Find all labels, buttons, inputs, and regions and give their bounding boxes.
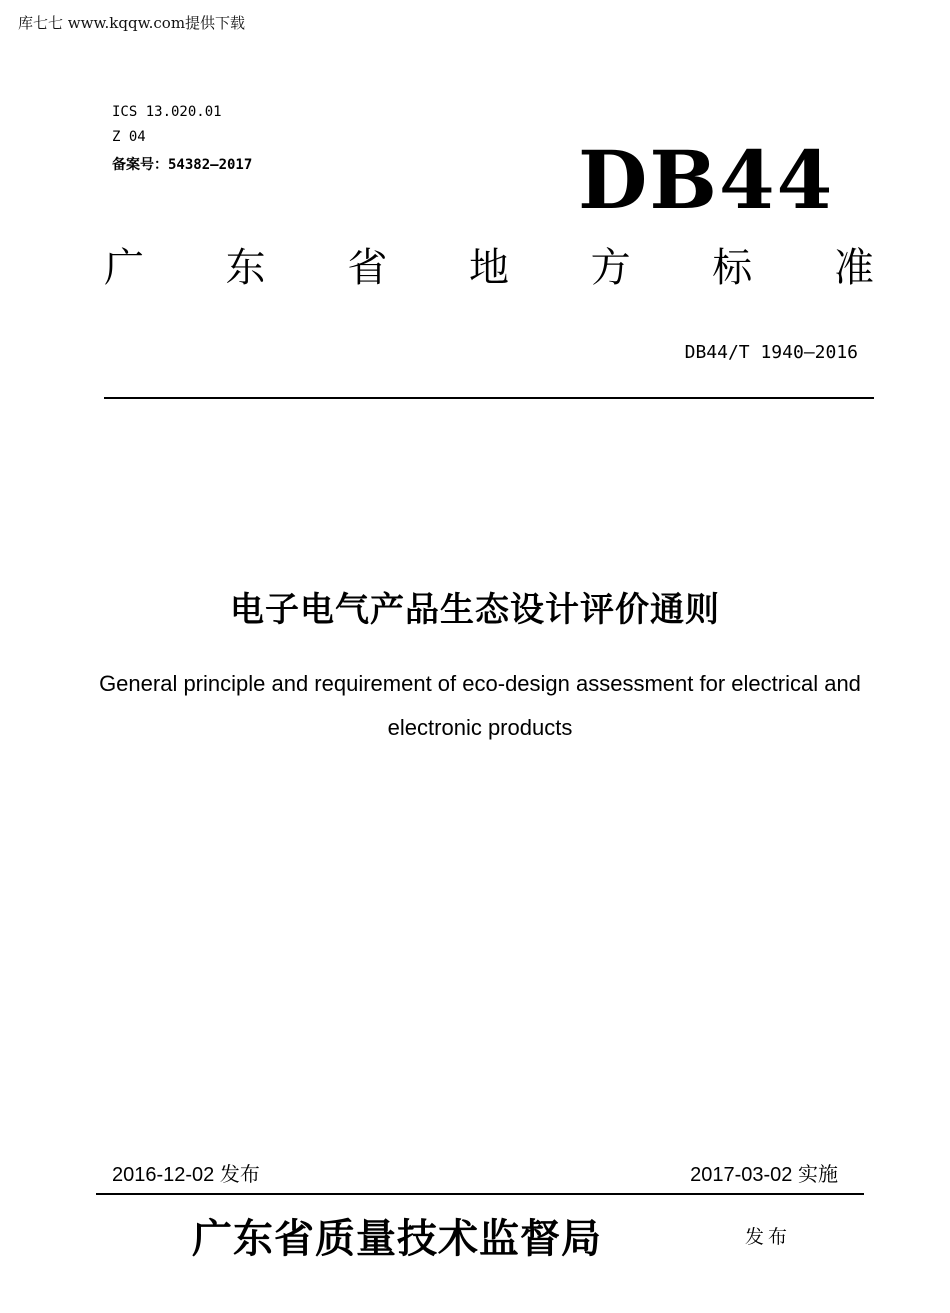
watermark-text: 库七七 www.kqqw.com提供下载 <box>18 14 246 32</box>
ics-code: ICS 13.020.01 <box>112 104 222 120</box>
document-title-chinese: 电子电气产品生态设计评价通则 <box>230 590 720 630</box>
record-number: 备案号：54382—2017 <box>112 157 253 173</box>
heading-char: 准 <box>833 245 874 291</box>
publish-date: 2016-12-02 发布 <box>112 1164 260 1186</box>
standard-number: DB44/T 1940—2016 <box>684 342 858 363</box>
heading-char: 东 <box>225 245 266 291</box>
heading-char: 省 <box>347 245 388 291</box>
bottom-divider <box>96 1193 864 1195</box>
top-divider <box>104 397 874 399</box>
heading-char: 标 <box>712 245 753 291</box>
issuing-authority: 广东省质量技术监督局 <box>192 1215 602 1262</box>
issue-label: 发布 <box>745 1226 792 1248</box>
document-title-english: General principle and requirement of eco-design assessment for electrical and electronic products <box>99 671 861 740</box>
province-standard-heading <box>104 245 874 291</box>
implement-date: 2017-03-02 实施 <box>690 1164 838 1186</box>
heading-char: 广 <box>104 245 144 291</box>
ccs-code: Z 04 <box>112 129 146 145</box>
standard-code-logo: DB44 <box>578 133 835 227</box>
heading-char: 地 <box>468 245 509 291</box>
heading-char: 方 <box>590 245 631 291</box>
